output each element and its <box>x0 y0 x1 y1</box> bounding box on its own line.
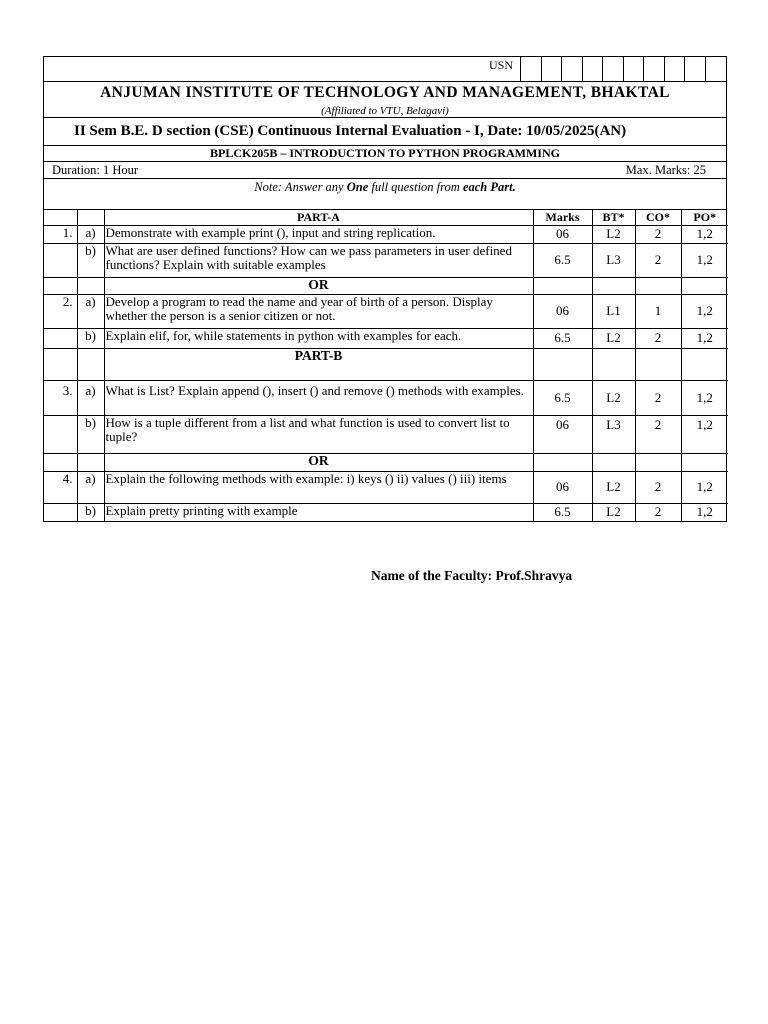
or-label: OR <box>104 453 533 471</box>
question-text: Explain elif, for, while statements in python with examples for each. <box>104 328 533 348</box>
part-a-heading: PART-A <box>104 210 533 225</box>
table-row <box>44 380 728 415</box>
po-cell: 1,2 <box>681 294 728 328</box>
co-cell: 2 <box>635 503 681 521</box>
question-text: What is List? Explain append (), insert () and remove () methods with examples. <box>104 380 533 415</box>
sub-question: b) <box>77 243 104 277</box>
question-number: 2. <box>44 294 77 328</box>
co-cell: 2 <box>635 328 681 348</box>
question-number: 3. <box>44 380 77 415</box>
table-row <box>44 471 728 503</box>
table-row <box>44 328 728 348</box>
marks-cell: 06 <box>533 225 592 243</box>
question-text: Demonstrate with example print (), input and string replication. <box>104 225 533 243</box>
sub-question: b) <box>77 503 104 521</box>
part-b-row <box>44 348 728 380</box>
bt-heading: BT* <box>592 210 635 225</box>
co-cell: 2 <box>635 243 681 277</box>
question-number: 4. <box>44 471 77 503</box>
sub-question: a) <box>77 294 104 328</box>
marks-cell: 06 <box>533 415 592 453</box>
usn-label: USN <box>482 57 521 81</box>
po-cell: 1,2 <box>681 415 728 453</box>
marks-cell: 06 <box>533 294 592 328</box>
marks-heading: Marks <box>533 210 592 225</box>
usn-box <box>706 57 727 81</box>
usn-box <box>624 57 645 81</box>
sub-question: b) <box>77 415 104 453</box>
table-row <box>44 225 728 243</box>
max-marks: Max. Marks: 25 <box>625 163 706 177</box>
question-text: Explain pretty printing with example <box>104 503 533 521</box>
usn-box <box>542 57 563 81</box>
part-b-heading: PART-B <box>104 348 533 380</box>
po-cell: 1,2 <box>681 380 728 415</box>
po-cell: 1,2 <box>681 471 728 503</box>
question-text: Explain the following methods with example: i) keys () ii) values () iii) items <box>104 471 533 503</box>
table-row <box>44 503 728 521</box>
po-cell: 1,2 <box>681 225 728 243</box>
co-cell: 2 <box>635 471 681 503</box>
bt-cell: L2 <box>592 328 635 348</box>
bt-cell: L2 <box>592 380 635 415</box>
po-cell: 1,2 <box>681 503 728 521</box>
co-cell: 2 <box>635 415 681 453</box>
or-label: OR <box>104 277 533 294</box>
co-heading: CO* <box>635 210 681 225</box>
usn-boxes <box>521 57 726 81</box>
bt-cell: L2 <box>592 503 635 521</box>
note <box>44 179 726 210</box>
note-one: One <box>346 180 369 194</box>
sub-question: a) <box>77 471 104 503</box>
marks-cell: 6.5 <box>533 503 592 521</box>
duration: Duration: 1 Hour <box>52 163 139 177</box>
affiliation: (Affiliated to VTU, Belagavi) <box>44 104 726 118</box>
or-row <box>44 453 728 471</box>
header-row <box>44 210 728 225</box>
usn-box <box>562 57 583 81</box>
table-row <box>44 415 728 453</box>
usn-box <box>521 57 542 81</box>
sub-question: a) <box>77 380 104 415</box>
marks-cell: 6.5 <box>533 328 592 348</box>
sub-question: b) <box>77 328 104 348</box>
or-row <box>44 277 728 294</box>
po-heading: PO* <box>681 210 728 225</box>
marks-cell: 6.5 <box>533 380 592 415</box>
sub-question: a) <box>77 225 104 243</box>
note-each: each Part. <box>462 180 516 194</box>
question-number: 1. <box>44 225 77 243</box>
question-text: What are user defined functions? How can we pass parameters in user defined functions? Explain with suitable examples <box>104 243 533 277</box>
usn-box <box>583 57 604 81</box>
note-prefix: Note: Answer any <box>254 180 347 194</box>
usn-row <box>44 57 726 82</box>
course-title: BPLCK205B – INTRODUCTION TO PYTHON PROGRAMMING <box>44 146 726 162</box>
faculty-name: Name of the Faculty: Prof.Shravya <box>371 568 573 583</box>
institution-name: ANJUMAN INSTITUTE OF TECHNOLOGY AND MANAGEMENT, BHAKTAL <box>100 84 670 101</box>
usn-box <box>685 57 706 81</box>
table-row <box>44 243 728 277</box>
bt-cell: L2 <box>592 471 635 503</box>
usn-box <box>644 57 665 81</box>
question-text: How is a tuple different from a list and what function is used to convert list to tuple? <box>104 415 533 453</box>
table-row <box>44 294 728 328</box>
question-text: Develop a program to read the name and year of birth of a person. Display whether the person is a senior citizen or not. <box>104 294 533 328</box>
bt-cell: L1 <box>592 294 635 328</box>
usn-box <box>665 57 686 81</box>
usn-box <box>603 57 624 81</box>
note-middle: full question from <box>368 180 463 194</box>
co-cell: 1 <box>635 294 681 328</box>
marks-cell: 06 <box>533 471 592 503</box>
marks-cell: 6.5 <box>533 243 592 277</box>
po-cell: 1,2 <box>681 328 728 348</box>
questions-table <box>44 210 728 521</box>
bt-cell: L3 <box>592 243 635 277</box>
co-cell: 2 <box>635 380 681 415</box>
question-paper <box>43 56 727 522</box>
exam-title: II Sem B.E. D section (CSE) Continuous Internal Evaluation - I, Date: 10/05/2025(AN) <box>44 118 726 146</box>
duration-row <box>44 162 726 179</box>
bt-cell: L3 <box>592 415 635 453</box>
po-cell: 1,2 <box>681 243 728 277</box>
co-cell: 2 <box>635 225 681 243</box>
bt-cell: L2 <box>592 225 635 243</box>
